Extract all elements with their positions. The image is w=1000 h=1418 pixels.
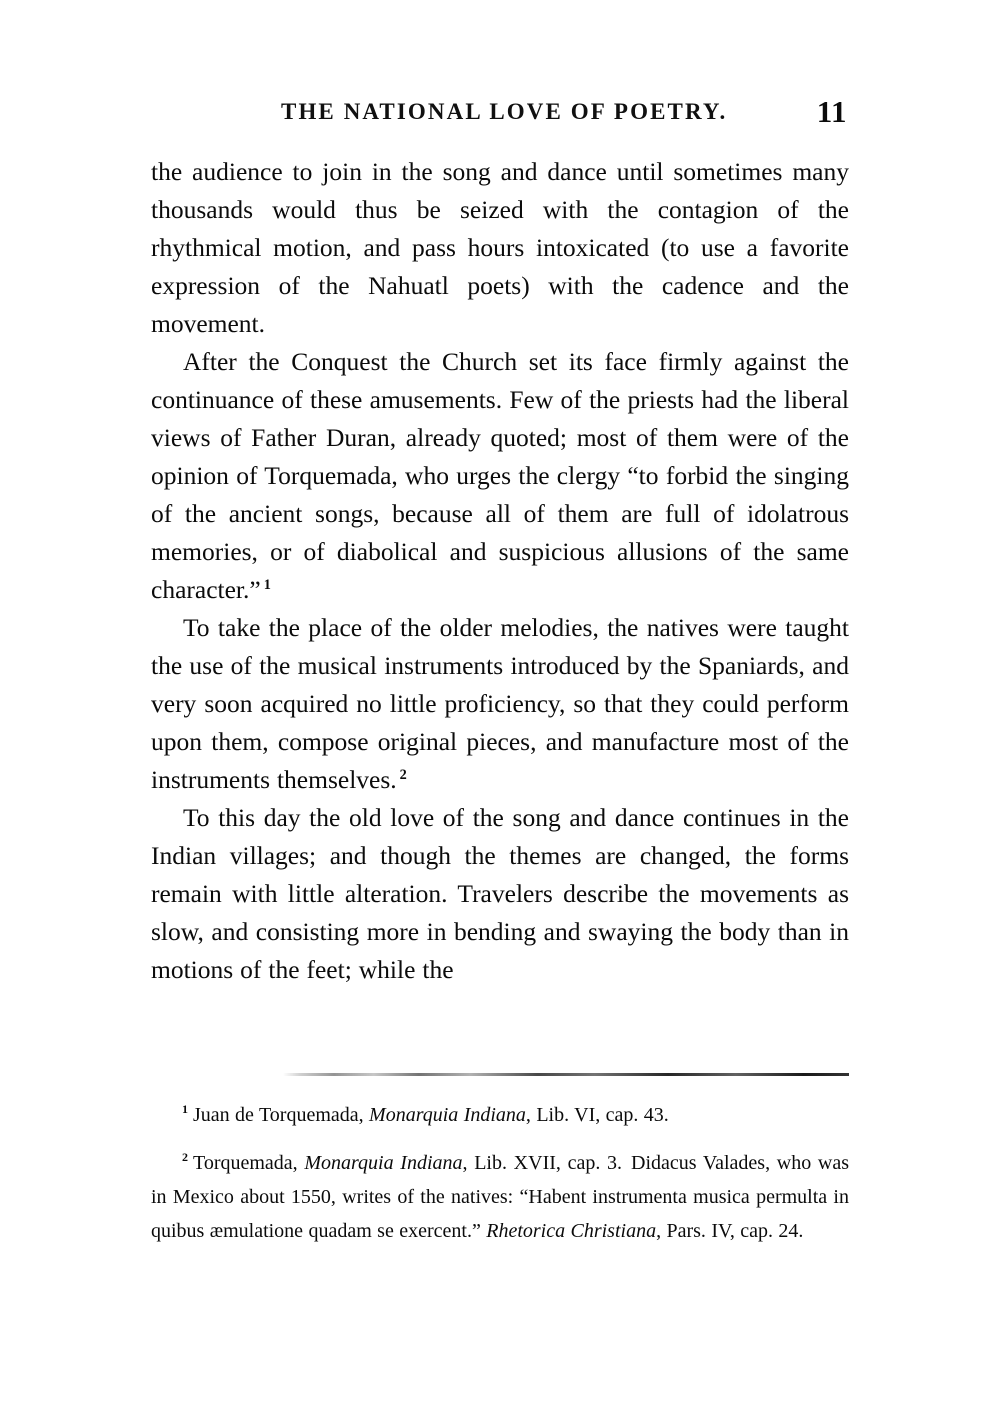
page-number: 11 — [816, 94, 847, 129]
running-head — [151, 94, 849, 133]
footnote-text-run: Didacus Valades, who was in Mexico about 1550, writes of the natives: “Habent instrumenta musica permulta in quibus æmulatione quadam se exercent.” — [151, 1152, 849, 1242]
paragraph-to-this-day: To this day the old love of the song and dance continues in the Indian villages; and though the themes are changed, the forms remain with little alteration. Travelers describe the movements as slow, and consisting more in bending and swaying the body than in motions of the feet; while the — [151, 803, 849, 984]
footnote-1-marker: 1 — [182, 1102, 188, 1117]
footnote-title-italic: Monarquia Indiana — [304, 1152, 463, 1174]
footnote-text-run: , Lib. XVII, cap. 3. — [462, 1152, 623, 1174]
footnote-separator-rule — [283, 1073, 849, 1076]
footnote-2 — [151, 1146, 849, 1248]
footnote-reference-1[interactable]: 1 — [263, 576, 271, 593]
footnote-text-run: , Lib. VI, cap. 43. — [525, 1104, 669, 1126]
body-text-block — [151, 153, 849, 989]
footnotes-block — [151, 1098, 849, 1248]
footnote-2-body — [151, 1152, 849, 1242]
paragraph-conquest-text: After the Conquest the Church set its face firmly against the continuance of these amusements. Few of the priests had the liberal views of Father Duran, already quoted; most of them were of the opinion of Torquemada, who urges the clergy “to forbid the singing of the ancient songs, because all of them are full of idolatrous memories, or of diabolical and suspicious allusions of the same character.” — [151, 347, 849, 604]
footnote-text-run: Juan de Torquemada, — [193, 1104, 370, 1126]
footnote-title-italic: Monarquia Indiana — [369, 1104, 526, 1126]
footnote-text-run: Torquemada, — [193, 1152, 305, 1174]
paragraph-continuation: the audience to join in the song and dance until sometimes many thousands would thus be seized with the contagion of the rhythmical motion, and pass hours intoxicated (to use a favorite expression of the Nahuatl poets) with the cadence and the movement. — [151, 157, 849, 338]
footnote-1 — [151, 1098, 849, 1132]
paragraph-melodies — [151, 609, 849, 799]
footnote-reference-2[interactable]: 2 — [399, 766, 407, 783]
footnote-title-italic: Rhetorica Christiana — [486, 1220, 657, 1242]
footnote-2-marker: 2 — [182, 1150, 188, 1165]
paragraph-conquest — [151, 343, 849, 609]
paragraph-melodies-text: To take the place of the older melodies, the natives were taught the use of the musical instruments introduced by the Spaniards, and very soon acquired no little proficiency, so that they could perform upon them, compose original pieces, and manufacture most of the instruments themselves. — [151, 613, 849, 794]
footnote-1-body — [193, 1104, 669, 1126]
running-head-title: THE NATIONAL LOVE OF POETRY. — [281, 99, 728, 124]
footnote-text-run: , Pars. IV, cap. 24. — [656, 1220, 804, 1242]
